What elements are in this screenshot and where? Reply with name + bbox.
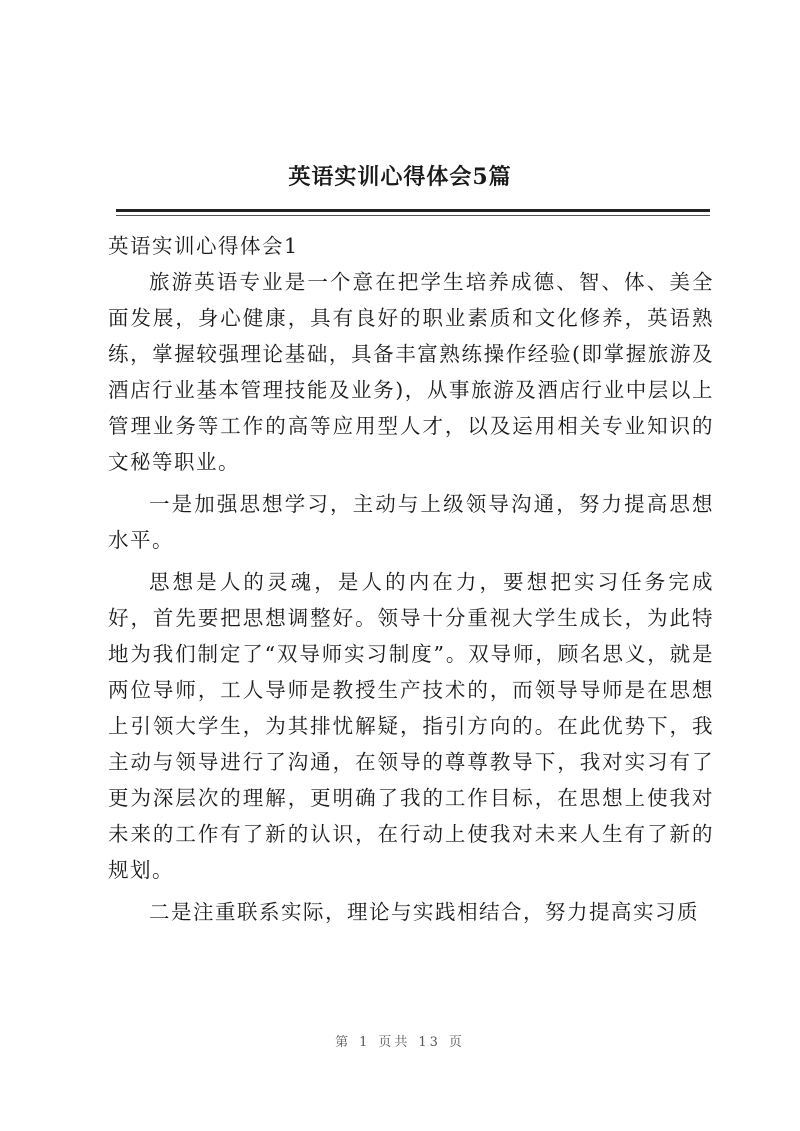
footer-suffix: 页 (448, 1035, 465, 1050)
title-divider-thin (116, 215, 710, 216)
paragraph-1: 旅游英语专业是一个意在把学生培养成德、智、体、美全面发展，身心健康，具有良好的职业素质和文化修养，英语熟练，掌握较强理论基础，具备丰富熟练操作经验(即掌握旅游及酒店行业基本管理技能及业务)，从事旅游及酒店行业中层以上管理业务等工作的高等应用型人才，以及运用相关专业知识的文秘等职业。 (108, 270, 714, 474)
paragraph-2: 一是加强思想学习，主动与上级领导沟通，努力提高思想水平。 (108, 492, 714, 552)
footer-prefix: 第 (335, 1035, 352, 1050)
paragraph-3: 思想是人的灵魂，是人的内在力，要想把实习任务完成好，首先要把思想调整好。领导十分重视大学生成长，为此特地为我们制定了“双导师实习制度”。双导师，顾名思义，就是两位导师，工人导师是教授生产技术的，而领导导师是在思想上引领大学生，为其排忧解疑，指引方向的。在此优势下，我主动与领导进行了沟通，在领导的尊尊教导下，我对实习有了更为深层次的理解，更明确了我的工作目标，在思想上使我对未来的工作有了新的认识，在行动上使我对未来人生有了新的规划。 (108, 570, 714, 882)
page-footer (0, 1031, 800, 1050)
document-title: 英语实训心得体会5篇 (288, 164, 512, 190)
document-body (108, 228, 714, 936)
title-divider (116, 209, 710, 212)
footer-total-pages: 13 (418, 1035, 441, 1050)
footer-page-number: 1 (359, 1035, 371, 1050)
paragraph-4: 二是注重联系实际，理论与实践相结合，努力提高实习质 (149, 900, 699, 924)
section-heading: 英语实训心得体会1 (108, 234, 299, 258)
footer-middle: 页共 (378, 1035, 411, 1050)
